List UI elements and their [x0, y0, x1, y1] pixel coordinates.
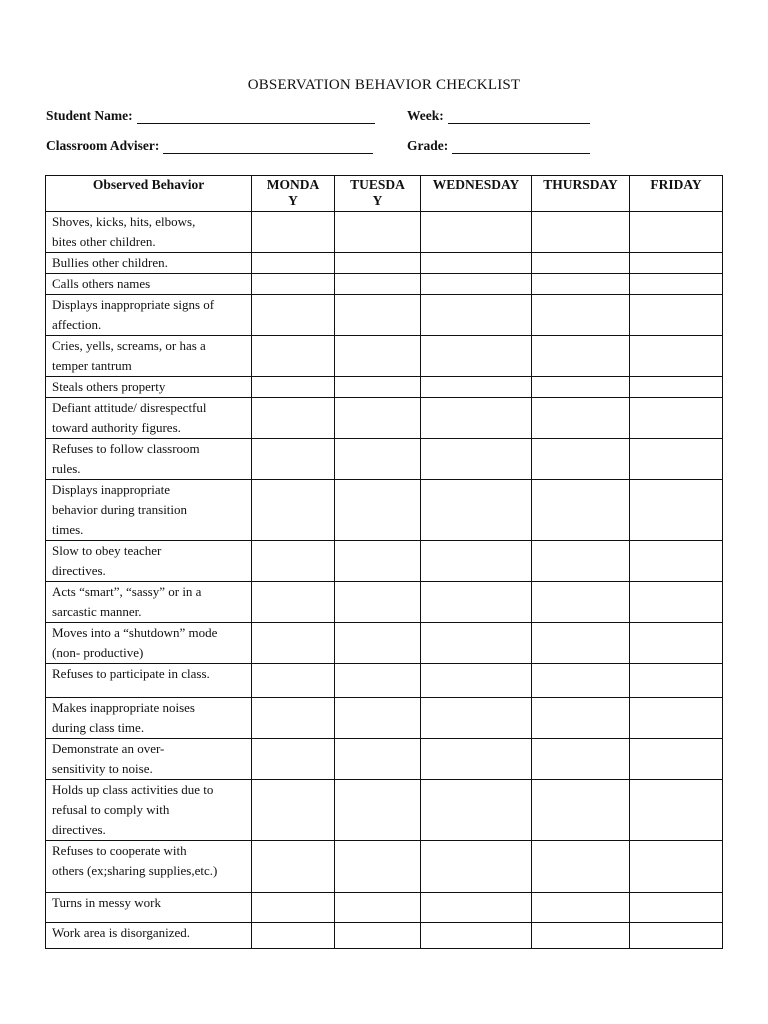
thursday-check-cell[interactable]	[532, 398, 630, 439]
student-name-label: Student Name:	[46, 108, 133, 123]
friday-check-cell[interactable]	[630, 698, 723, 739]
monday-check-cell[interactable]	[252, 698, 335, 739]
friday-check-cell[interactable]	[630, 541, 723, 582]
wednesday-check-cell[interactable]	[421, 295, 532, 336]
thursday-check-cell[interactable]	[532, 841, 630, 893]
header-friday: FRIDAY	[630, 176, 723, 212]
wednesday-check-cell[interactable]	[421, 582, 532, 623]
behavior-text-line: refusal to comply with	[52, 802, 170, 817]
monday-check-cell[interactable]	[252, 541, 335, 582]
header-monday-line1: MONDA	[266, 177, 320, 192]
behavior-cell	[46, 664, 252, 698]
behavior-text-line: sarcastic manner.	[52, 604, 142, 619]
tuesday-check-cell[interactable]	[335, 582, 421, 623]
header-tuesday-line1: TUESDA	[350, 177, 405, 192]
table-row	[46, 541, 723, 582]
behavior-checklist-table	[45, 175, 723, 949]
thursday-check-cell[interactable]	[532, 295, 630, 336]
header-observed-behavior: Observed Behavior	[46, 176, 252, 212]
behavior-cell	[46, 295, 252, 336]
table-row	[46, 295, 723, 336]
monday-check-cell[interactable]	[252, 923, 335, 949]
tuesday-check-cell[interactable]	[335, 698, 421, 739]
friday-check-cell[interactable]	[630, 274, 723, 295]
tuesday-check-cell[interactable]	[335, 664, 421, 698]
thursday-check-cell[interactable]	[532, 541, 630, 582]
behavior-text-line: directives.	[52, 822, 106, 837]
header-wednesday: WEDNESDAY	[421, 176, 532, 212]
week-field[interactable]	[407, 108, 590, 124]
behavior-text-line: Holds up class activities due to	[52, 782, 214, 797]
behavior-text-line: Calls others names	[52, 276, 151, 291]
monday-check-cell[interactable]	[252, 212, 335, 253]
friday-check-cell[interactable]	[630, 623, 723, 664]
header-thursday: THURSDAY	[532, 176, 630, 212]
behavior-text-line: temper tantrum	[52, 358, 132, 373]
monday-check-cell[interactable]	[252, 377, 335, 398]
behavior-text-line: Refuses to cooperate with	[52, 843, 187, 858]
tuesday-check-cell[interactable]	[335, 336, 421, 377]
behavior-text-line: behavior during transition	[52, 502, 188, 517]
header-tuesday-line2: Y	[372, 193, 383, 208]
tuesday-check-cell[interactable]	[335, 253, 421, 274]
wednesday-check-cell[interactable]	[421, 274, 532, 295]
thursday-check-cell[interactable]	[532, 893, 630, 923]
behavior-text-line: bites other children.	[52, 234, 156, 249]
friday-check-cell[interactable]	[630, 893, 723, 923]
wednesday-check-cell[interactable]	[421, 377, 532, 398]
behavior-text-line: others (ex;sharing supplies,etc.)	[52, 863, 218, 878]
thursday-check-cell[interactable]	[532, 623, 630, 664]
tuesday-check-cell[interactable]	[335, 377, 421, 398]
thursday-check-cell[interactable]	[532, 780, 630, 841]
tuesday-check-cell[interactable]	[335, 295, 421, 336]
wednesday-check-cell[interactable]	[421, 623, 532, 664]
tuesday-check-cell[interactable]	[335, 923, 421, 949]
tuesday-check-cell[interactable]	[335, 398, 421, 439]
monday-check-cell[interactable]	[252, 841, 335, 893]
tuesday-check-cell[interactable]	[335, 212, 421, 253]
behavior-text-line: Shoves, kicks, hits, elbows,	[52, 214, 196, 229]
behavior-text-line: Refuses to participate in class.	[52, 666, 210, 681]
behavior-cell	[46, 698, 252, 739]
behavior-text-line: Displays inappropriate signs of	[52, 297, 215, 312]
student-name-blank[interactable]	[137, 111, 375, 124]
thursday-check-cell[interactable]	[532, 923, 630, 949]
monday-check-cell[interactable]	[252, 439, 335, 480]
header-monday	[252, 176, 335, 212]
behavior-text-line: Steals others property	[52, 379, 166, 394]
table-row	[46, 739, 723, 780]
behavior-cell	[46, 541, 252, 582]
thursday-check-cell[interactable]	[532, 212, 630, 253]
monday-check-cell[interactable]	[252, 582, 335, 623]
grade-blank[interactable]	[452, 141, 590, 154]
monday-check-cell[interactable]	[252, 295, 335, 336]
table-row	[46, 841, 723, 893]
wednesday-check-cell[interactable]	[421, 780, 532, 841]
header-monday-line2: Y	[288, 193, 298, 208]
week-label: Week:	[407, 108, 444, 123]
behavior-text-line: directives.	[52, 563, 106, 578]
table-row	[46, 212, 723, 253]
behavior-text-line: Bullies other children.	[52, 255, 168, 270]
monday-check-cell[interactable]	[252, 480, 335, 541]
behavior-cell	[46, 582, 252, 623]
table-row	[46, 398, 723, 439]
behavior-text-line: Slow to obey teacher	[52, 543, 162, 558]
tuesday-check-cell[interactable]	[335, 739, 421, 780]
tuesday-check-cell[interactable]	[335, 274, 421, 295]
behavior-text-line: during class time.	[52, 720, 145, 735]
thursday-check-cell[interactable]	[532, 336, 630, 377]
friday-check-cell[interactable]	[630, 841, 723, 893]
behavior-cell	[46, 623, 252, 664]
monday-check-cell[interactable]	[252, 336, 335, 377]
behavior-text-line: affection.	[52, 317, 102, 332]
grade-field[interactable]	[407, 138, 590, 154]
page-title: OBSERVATION BEHAVIOR CHECKLIST	[247, 77, 521, 93]
monday-check-cell[interactable]	[252, 623, 335, 664]
classroom-adviser-field[interactable]	[46, 138, 373, 154]
wednesday-check-cell[interactable]	[421, 664, 532, 698]
behavior-text-line: Turns in messy work	[52, 895, 161, 910]
friday-check-cell[interactable]	[630, 739, 723, 780]
thursday-check-cell[interactable]	[532, 439, 630, 480]
header-row	[46, 176, 723, 212]
monday-check-cell[interactable]	[252, 253, 335, 274]
table-row	[46, 480, 723, 541]
behavior-text-line: Moves into a “shutdown” mode	[52, 625, 218, 640]
header-tuesday	[335, 176, 421, 212]
thursday-check-cell[interactable]	[532, 274, 630, 295]
behavior-text-line: Defiant attitude/ disrespectful	[52, 400, 207, 415]
wednesday-check-cell[interactable]	[421, 698, 532, 739]
wednesday-check-cell[interactable]	[421, 923, 532, 949]
wednesday-check-cell[interactable]	[421, 480, 532, 541]
table-row	[46, 893, 723, 923]
behavior-cell	[46, 923, 252, 949]
friday-check-cell[interactable]	[630, 377, 723, 398]
wednesday-check-cell[interactable]	[421, 212, 532, 253]
behavior-text-line: rules.	[52, 461, 81, 476]
table-row	[46, 377, 723, 398]
table-row	[46, 664, 723, 698]
monday-check-cell[interactable]	[252, 664, 335, 698]
friday-check-cell[interactable]	[630, 398, 723, 439]
wednesday-check-cell[interactable]	[421, 893, 532, 923]
behavior-text-line: Acts “smart”, “sassy” or in a	[52, 584, 202, 599]
friday-check-cell[interactable]	[630, 295, 723, 336]
table-row	[46, 698, 723, 739]
behavior-cell	[46, 377, 252, 398]
behavior-text-line: Work area is disorganized.	[52, 925, 191, 940]
tuesday-check-cell[interactable]	[335, 893, 421, 923]
table-row	[46, 623, 723, 664]
monday-check-cell[interactable]	[252, 780, 335, 841]
behavior-cell	[46, 336, 252, 377]
friday-check-cell[interactable]	[630, 439, 723, 480]
wednesday-check-cell[interactable]	[421, 336, 532, 377]
tuesday-check-cell[interactable]	[335, 439, 421, 480]
tuesday-check-cell[interactable]	[335, 623, 421, 664]
behavior-text-line: Demonstrate an over-	[52, 741, 165, 756]
thursday-check-cell[interactable]	[532, 664, 630, 698]
thursday-check-cell[interactable]	[532, 253, 630, 274]
thursday-check-cell[interactable]	[532, 582, 630, 623]
behavior-cell	[46, 480, 252, 541]
friday-check-cell[interactable]	[630, 923, 723, 949]
thursday-check-cell[interactable]	[532, 480, 630, 541]
behavior-cell	[46, 893, 252, 923]
behavior-text-line: times.	[52, 522, 84, 537]
table-row	[46, 582, 723, 623]
table-row	[46, 274, 723, 295]
student-name-field[interactable]	[46, 108, 375, 124]
behavior-cell	[46, 841, 252, 893]
table-row	[46, 780, 723, 841]
behavior-cell	[46, 439, 252, 480]
behavior-cell	[46, 398, 252, 439]
behavior-cell	[46, 780, 252, 841]
wednesday-check-cell[interactable]	[421, 739, 532, 780]
table-row	[46, 439, 723, 480]
thursday-check-cell[interactable]	[532, 377, 630, 398]
tuesday-check-cell[interactable]	[335, 541, 421, 582]
tuesday-check-cell[interactable]	[335, 480, 421, 541]
friday-check-cell[interactable]	[630, 212, 723, 253]
monday-check-cell[interactable]	[252, 398, 335, 439]
friday-check-cell[interactable]	[630, 582, 723, 623]
behavior-text-line: toward authority figures.	[52, 420, 181, 435]
classroom-adviser-label: Classroom Adviser:	[46, 138, 160, 153]
wednesday-check-cell[interactable]	[421, 541, 532, 582]
friday-check-cell[interactable]	[630, 336, 723, 377]
friday-check-cell[interactable]	[630, 664, 723, 698]
monday-check-cell[interactable]	[252, 739, 335, 780]
wednesday-check-cell[interactable]	[421, 398, 532, 439]
thursday-check-cell[interactable]	[532, 739, 630, 780]
wednesday-check-cell[interactable]	[421, 439, 532, 480]
behavior-text-line: Displays inappropriate	[52, 482, 171, 497]
table-row	[46, 253, 723, 274]
grade-label: Grade:	[407, 138, 449, 153]
behavior-text-line: Makes inappropriate noises	[52, 700, 195, 715]
behavior-text-line: (non- productive)	[52, 645, 144, 660]
wednesday-check-cell[interactable]	[421, 841, 532, 893]
behavior-cell	[46, 212, 252, 253]
behavior-text-line: Refuses to follow classroom	[52, 441, 200, 456]
behavior-cell	[46, 253, 252, 274]
week-blank[interactable]	[448, 111, 590, 124]
monday-check-cell[interactable]	[252, 893, 335, 923]
friday-check-cell[interactable]	[630, 253, 723, 274]
thursday-check-cell[interactable]	[532, 698, 630, 739]
behavior-text-line: sensitivity to noise.	[52, 761, 153, 776]
classroom-adviser-blank[interactable]	[163, 141, 373, 154]
behavior-cell	[46, 274, 252, 295]
table-row	[46, 923, 723, 949]
monday-check-cell[interactable]	[252, 274, 335, 295]
tuesday-check-cell[interactable]	[335, 841, 421, 893]
wednesday-check-cell[interactable]	[421, 253, 532, 274]
tuesday-check-cell[interactable]	[335, 780, 421, 841]
behavior-cell	[46, 739, 252, 780]
behavior-text-line: Cries, yells, screams, or has a	[52, 338, 206, 353]
table-row	[46, 336, 723, 377]
friday-check-cell[interactable]	[630, 780, 723, 841]
friday-check-cell[interactable]	[630, 480, 723, 541]
